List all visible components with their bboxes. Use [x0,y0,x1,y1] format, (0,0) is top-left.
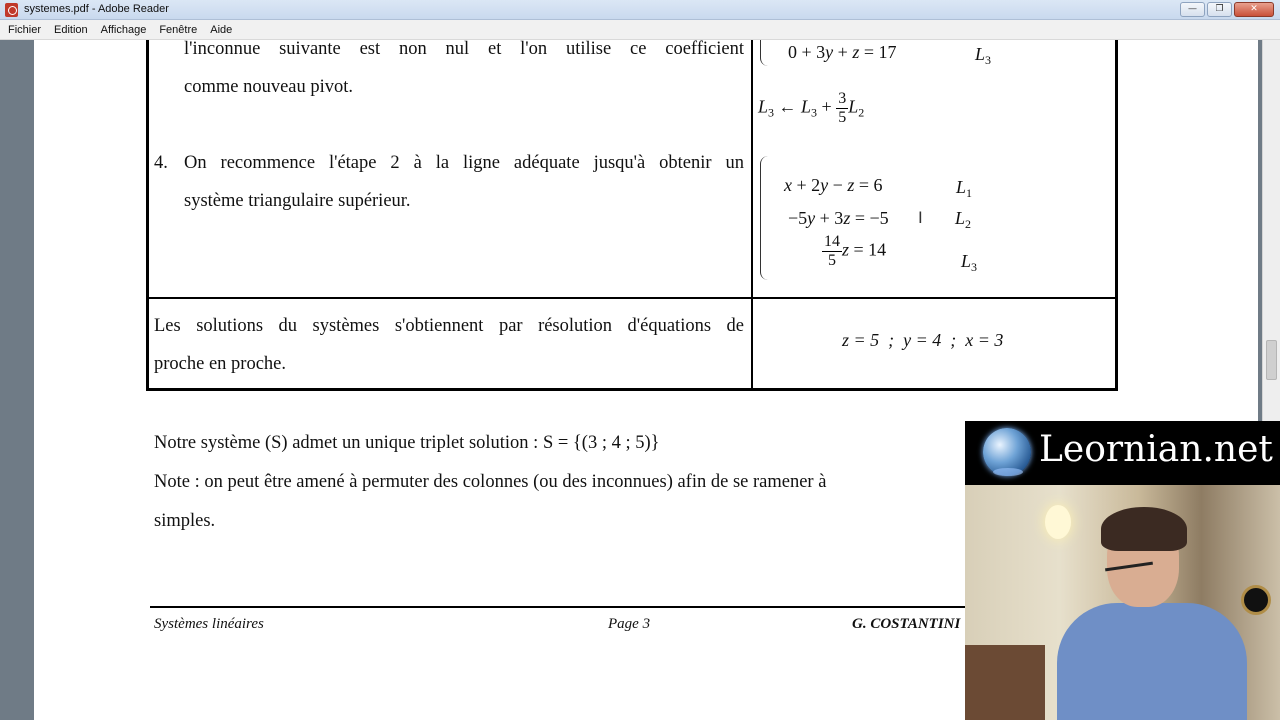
ceiling-lamp [1045,505,1071,539]
solutions-text-line1: Les solutions du systèmes s'obtiennent par résolution d'équations de [154,316,744,336]
solutions-value: z = 5 ; y = 4 ; x = 3 [842,330,1004,350]
brand-banner [965,421,1280,485]
minimize-button[interactable]: — [1180,2,1205,17]
text-cursor-icon: I [918,208,923,227]
menu-aide[interactable]: Aide [210,23,233,36]
menu-fichier[interactable]: Fichier [8,23,42,36]
label-L3: $L_3$ [961,251,978,274]
presenter-body [1057,603,1247,720]
menu-affichage[interactable]: Affichage [100,23,147,36]
step4-text-line1: On recommence l'étape 2 à la ligne adéquate jusqu'à obtenir un [184,153,744,173]
menu-fenetre[interactable]: Fenêtre [159,23,198,36]
webcam-video [965,485,1280,720]
window-titlebar [0,0,1280,20]
menu-edition[interactable]: Edition [54,23,88,36]
conclusion-text: Notre système (S) admet un unique triplet solution : S = {(3 ; 4 ; 5)} [154,433,660,453]
label-L2: $L_2$ [955,208,972,231]
label-L1: $L_1$ [956,177,973,200]
footer-title: Systèmes linéaires [154,616,264,632]
equation-L3: $\frac{14}{5}$ z = 14 [824,233,887,269]
brand-name: Leornian.net [1039,429,1273,470]
row-operation: $L_3$ ← $L_3$ + $\frac{3}{5}$ $L_2$ [758,90,865,126]
equation-L1: x + 2y − z = 6 [784,175,883,195]
restore-button[interactable]: ❐ [1207,2,1232,17]
window-title: systemes.pdf - Adobe Reader [24,3,169,15]
system-brace [760,156,770,280]
footer-author: G. COSTANTINI [852,616,961,632]
note-text-continued: simples. [154,511,216,531]
footer-rule [150,606,970,608]
scrollbar-thumb[interactable] [1266,340,1277,380]
table-row-divider [149,297,1115,299]
webcam-overlay [965,421,1280,720]
step3-text-line1: l'inconnue suivante est non nul et l'on utilise ce coefficient [184,39,744,59]
step4-number: 4. [154,153,168,173]
label-L3-old: $L_3$ [975,44,992,67]
window-controls [1180,2,1274,17]
note-text: Note : on peut être amené à permuter des colonnes (ou des inconnues) afin de se ramener à [154,472,827,492]
adobe-reader-icon [5,3,18,17]
close-button[interactable]: ✕ [1234,2,1274,17]
solutions-text-line2: proche en proche. [154,354,287,374]
dartboard [1241,585,1271,615]
equation-L3-old: 0 + 3y + z = 17 [788,42,897,62]
chair [965,645,1045,720]
brace-top-partial [760,40,770,66]
presenter-hair [1101,507,1187,551]
globe-logo-icon [983,428,1031,476]
step3-text-line2: comme nouveau pivot. [184,77,354,97]
table-column-divider [751,40,753,389]
step4-text-line2: système triangulaire supérieur. [184,191,411,211]
equation-L2: −5y + 3z = −5 [788,208,889,228]
footer-page-number: Page 3 [608,616,651,632]
